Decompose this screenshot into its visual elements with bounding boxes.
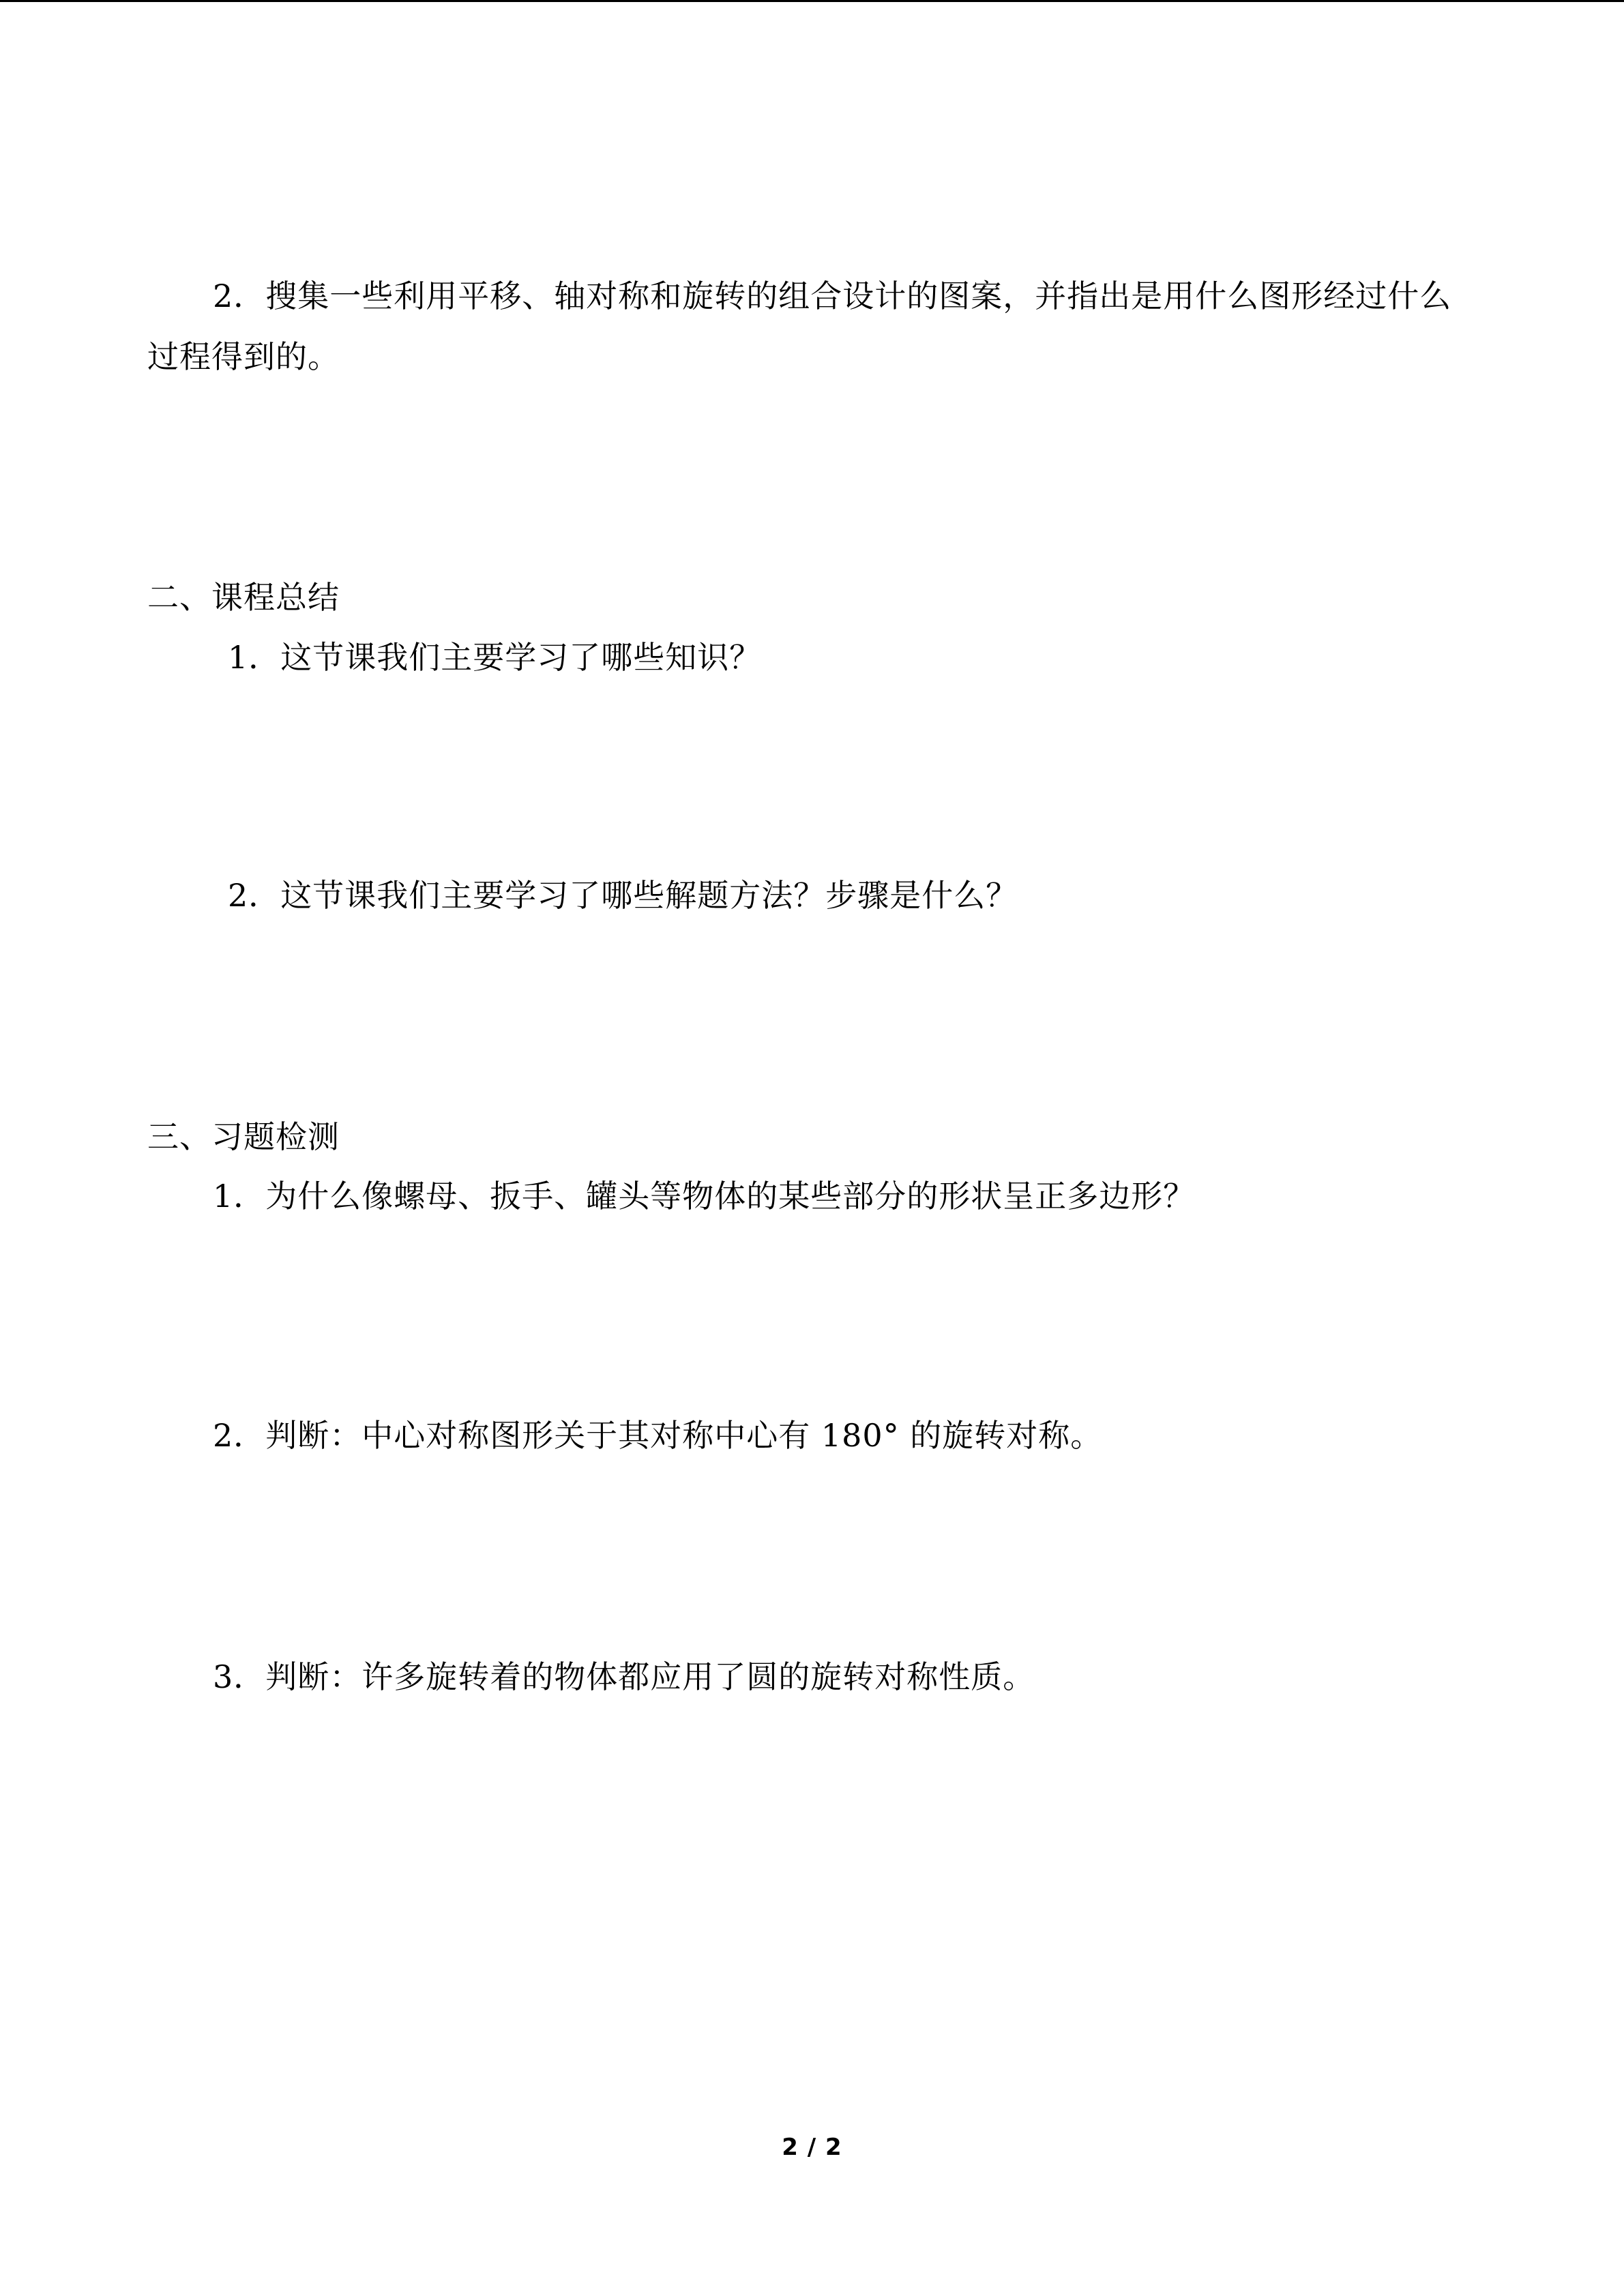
section2-item2: 2．这节课我们主要学习了哪些解题方法？步骤是什么？ [228, 877, 1018, 914]
section1-item2-line1: 2．搜集一些利用平移、轴对称和旋转的组合设计的图案，并指出是用什么图形经过什么 [213, 278, 1452, 314]
page-number: 2 / 2 [782, 2134, 842, 2161]
section2-heading: 二、课程总结 [147, 579, 340, 616]
section2-item1: 1．这节课我们主要学习了哪些知识？ [228, 639, 762, 676]
section1-item2-line2: 过程得到的。 [147, 338, 340, 375]
section3-item2: 2．判断：中心对称图形关于其对称中心有 180° 的旋转对称。 [213, 1417, 1103, 1454]
section3-item3: 3．判断：许多旋转着的物体都应用了圆的旋转对称性质。 [213, 1658, 1035, 1695]
section3-item1: 1．为什么像螺母、扳手、罐头等物体的某些部分的形状呈正多边形？ [213, 1178, 1196, 1214]
section3-heading: 三、习题检测 [147, 1118, 340, 1155]
